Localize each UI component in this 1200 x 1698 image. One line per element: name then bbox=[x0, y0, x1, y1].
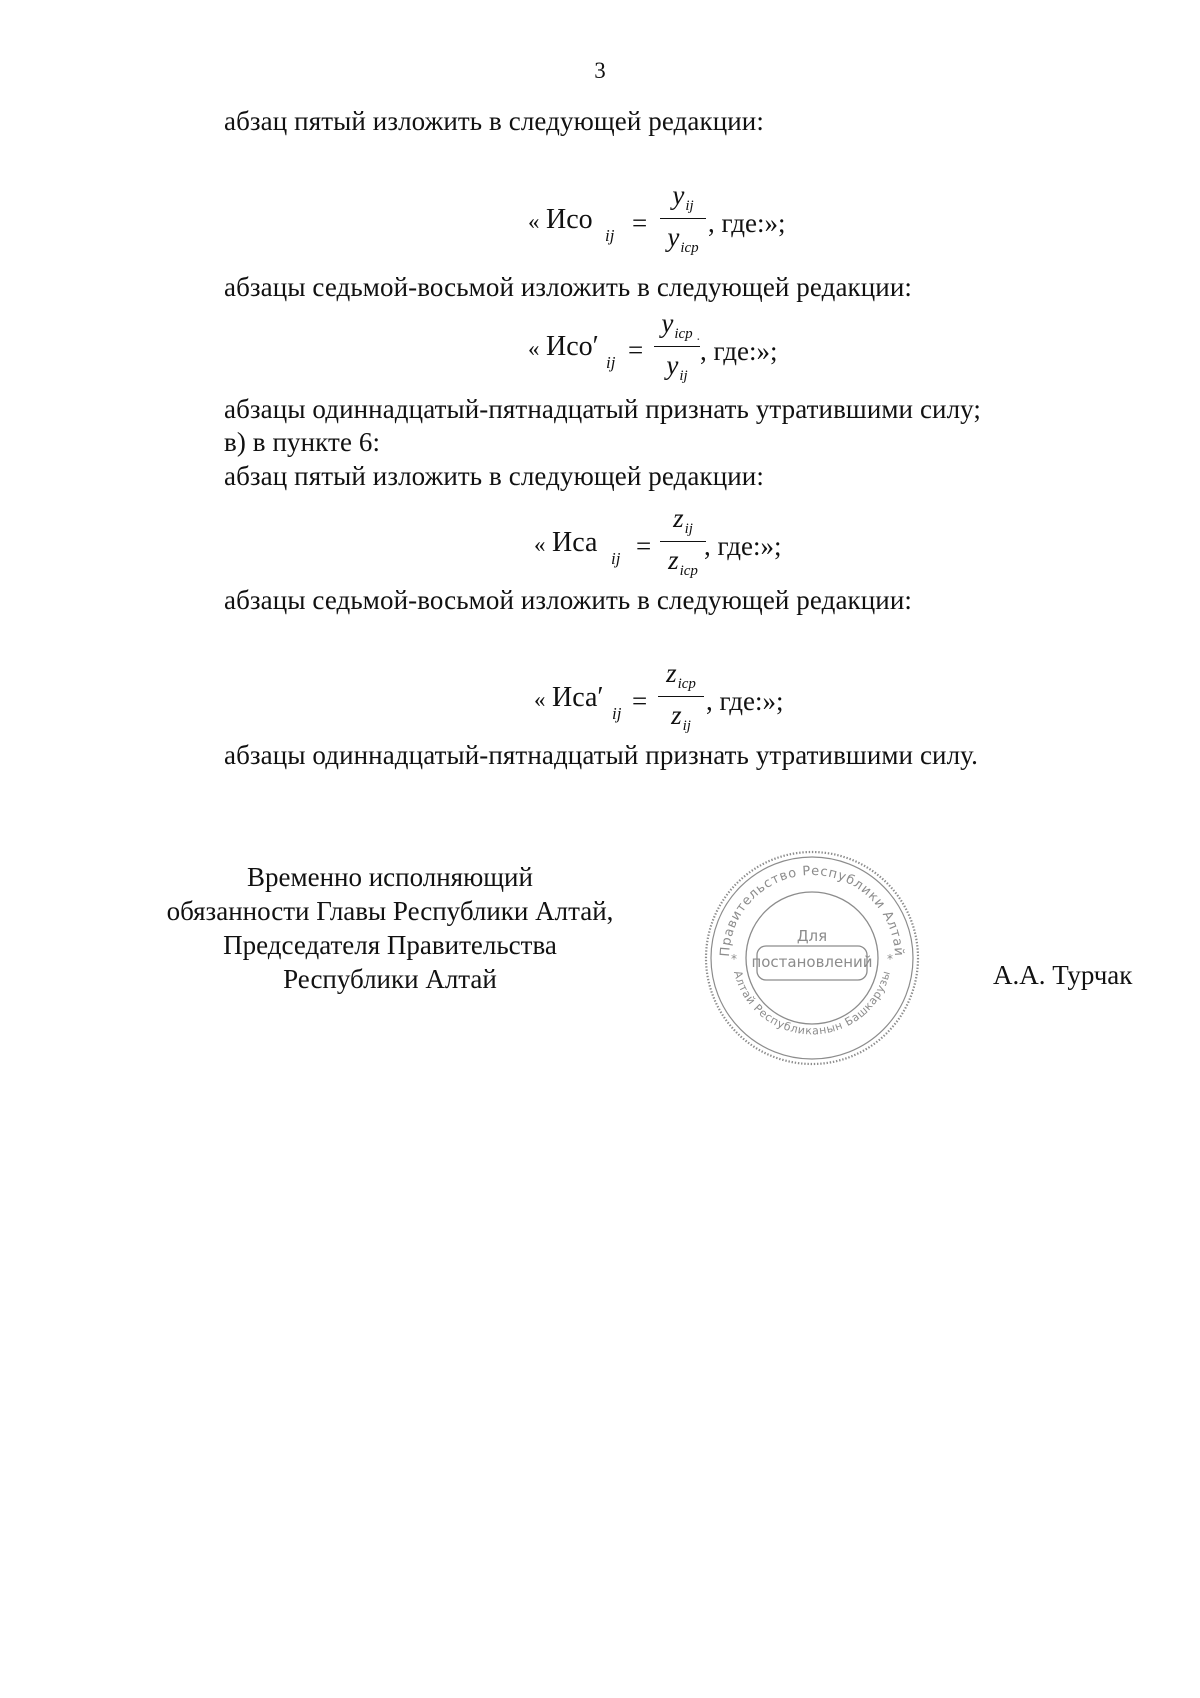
formula-open-quote: « bbox=[528, 336, 540, 361]
fraction-bar bbox=[658, 696, 704, 697]
formula-mark: · bbox=[696, 333, 701, 348]
fraction-denominator: $y_{icp}$ bbox=[667, 222, 699, 256]
formula-equals: = bbox=[632, 686, 648, 716]
signature-line-4: Республики Алтай bbox=[283, 964, 497, 994]
seal-star-left: * bbox=[731, 952, 737, 966]
formula-open-quote: « bbox=[528, 209, 540, 234]
formula-tail: , где:»; bbox=[704, 531, 782, 561]
signer-name: А.А. Турчак bbox=[993, 960, 1133, 990]
formula-name-subscript: ij bbox=[612, 704, 622, 723]
official-seal bbox=[703, 849, 921, 1067]
formula-isa-prime bbox=[534, 656, 784, 740]
page-number: 3 bbox=[594, 58, 606, 83]
formula-name: Иса′ bbox=[552, 682, 604, 713]
formula-tail: , где:»; bbox=[708, 208, 786, 238]
paragraph-4: в) в пункте 6: bbox=[224, 427, 381, 457]
formula-name: Иса bbox=[552, 527, 598, 558]
fraction-numerator: $y_{ij}$ bbox=[672, 180, 694, 214]
fraction-numerator: $y_{icp}$ bbox=[661, 308, 693, 342]
formula-fraction bbox=[660, 178, 706, 262]
formula-tail: , где:»; bbox=[700, 336, 778, 366]
seal-center-text-2: постановлений bbox=[751, 953, 873, 971]
formula-fraction bbox=[660, 501, 706, 585]
signature-line-2: обязанности Главы Республики Алтай, bbox=[166, 896, 614, 926]
formula-name: Исо′ bbox=[546, 331, 599, 362]
formula-iso bbox=[528, 178, 786, 262]
paragraph-2: абзацы седьмой-восьмой изложить в следующей редакции: bbox=[224, 272, 913, 302]
signature-title-block bbox=[160, 860, 620, 996]
seal-outer-text: Правительство Республики Алтай bbox=[717, 863, 907, 958]
fraction-denominator: $y_{ij}$ bbox=[666, 350, 688, 384]
formula-equals: = bbox=[628, 335, 644, 365]
formula-name-subscript: ij bbox=[611, 549, 621, 568]
seal-center-text-1: Для bbox=[796, 927, 828, 945]
formula-iso-prime bbox=[528, 306, 778, 390]
signature-line-3: Председателя Правительства bbox=[223, 930, 557, 960]
fraction-denominator: $z_{icp}$ bbox=[668, 545, 698, 579]
fraction-bar bbox=[660, 218, 706, 219]
formula-name-subscript: ij bbox=[605, 226, 615, 245]
formula-fraction bbox=[658, 656, 704, 740]
formula-open-quote: « bbox=[534, 687, 546, 712]
signature-line-1: Временно исполняющий bbox=[247, 862, 533, 892]
formula-equals: = bbox=[632, 208, 648, 238]
paragraph-7: абзацы одиннадцатый-пятнадцатый признать утратившими силу. bbox=[224, 740, 978, 770]
formula-fraction bbox=[654, 306, 700, 390]
formula-name-subscript: ij bbox=[606, 353, 616, 372]
formula-tail: , где:»; bbox=[706, 686, 784, 716]
fraction-bar bbox=[660, 541, 706, 542]
paragraph-5: абзац пятый изложить в следующей редакции: bbox=[224, 461, 764, 491]
formula-name: Исо bbox=[546, 204, 593, 235]
fraction-bar bbox=[654, 346, 700, 347]
paragraph-6: абзацы седьмой-восьмой изложить в следующей редакции: bbox=[224, 585, 913, 615]
fraction-denominator: $z_{ij}$ bbox=[671, 700, 691, 734]
paragraph-3: абзацы одиннадцатый-пятнадцатый признать утратившими силу; bbox=[224, 394, 982, 424]
seal-star-right: * bbox=[887, 952, 893, 966]
paragraph-1: абзац пятый изложить в следующей редакции: bbox=[224, 106, 764, 136]
formula-open-quote: « bbox=[534, 532, 546, 557]
seal-lower-text: Алтай Республиканын Башкарузы bbox=[730, 969, 894, 1038]
fraction-numerator: $z_{ij}$ bbox=[673, 503, 693, 537]
formula-isa bbox=[534, 501, 782, 585]
formula-equals: = bbox=[636, 531, 652, 561]
fraction-numerator: $z_{icp}$ bbox=[666, 658, 696, 692]
